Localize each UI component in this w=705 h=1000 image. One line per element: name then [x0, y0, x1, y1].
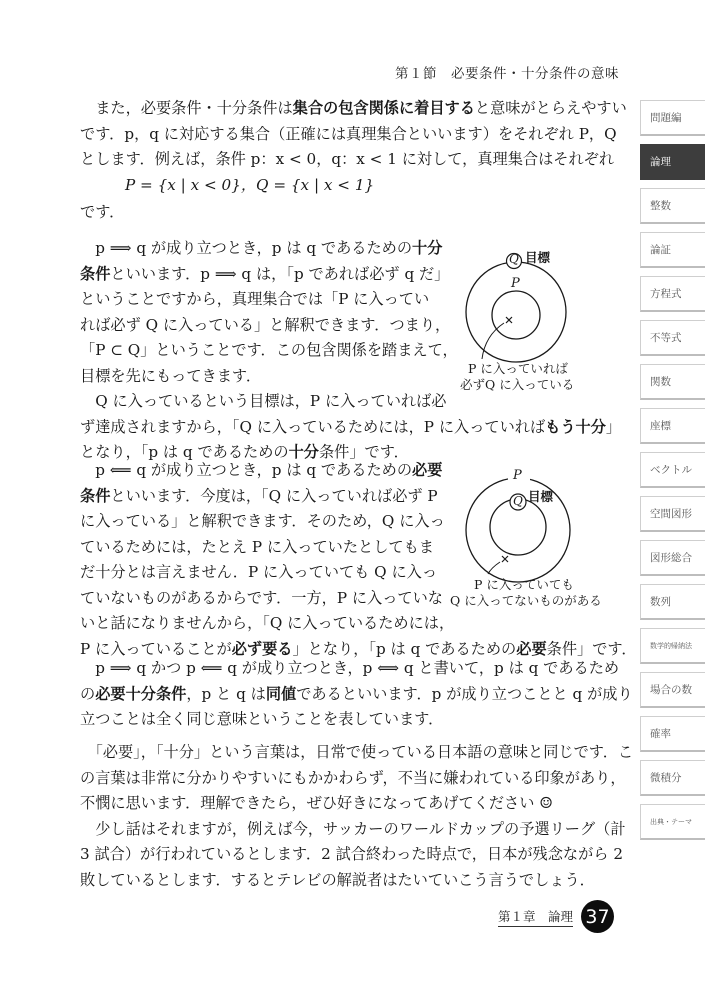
text: また，必要条件・十分条件は: [80, 99, 293, 117]
text: といいます．p ⟹ q は，「p であれば必ず q だ」: [110, 264, 450, 283]
text-line: 「P ⊂ Q」ということです．この包含関係を踏まえて，: [80, 341, 458, 359]
tab-coordinates[interactable]: 座標: [640, 408, 705, 444]
text: となり，「p は q であるための: [80, 443, 289, 461]
text-line: 3 試合）が行われているとします．2 試合終わった時点で，日本が残念ながら 2: [80, 845, 623, 863]
emphasis-text: 条件: [80, 264, 111, 283]
tab-general-geometry[interactable]: 図形総合: [640, 540, 705, 576]
emphasis-text: 条件: [80, 486, 111, 505]
tab-equations[interactable]: 方程式: [640, 276, 705, 312]
goal-label: 目標: [528, 489, 554, 504]
tab-solid-geometry[interactable]: 空間図形: [640, 496, 705, 532]
formula: P = {x | x < 0}，Q = {x | x < 1}: [125, 175, 375, 194]
text: P に入っていることが: [80, 639, 232, 658]
text-line: 敗しているとします．するとテレビの解説者はたいていこう言うでしょう．: [80, 870, 595, 889]
text: p ⟹ q が成り立つとき，p は q であるための: [80, 239, 413, 257]
text-line: ということですから，真理集合では「P に入ってい: [80, 290, 430, 308]
text-line: だ十分とは言えません．P に入っていても Q に入っ: [80, 563, 438, 581]
text-line: とします．例えば，条件 p：x < 0，q：x < 1 に対して，真理集合はそれぞれ: [80, 150, 615, 168]
diagram-caption: P に入っていれば: [468, 361, 568, 376]
text-line: ているためには，たとえ P に入っていたとしてもま: [80, 537, 434, 556]
emphasis-text: 必ず要る: [231, 639, 293, 658]
text-line: の言葉は非常に分かりやすいにもかかわらず，不当に嫌われている印象があり，: [80, 768, 626, 787]
text-line: [80, 682, 633, 708]
tab-calculus[interactable]: 微積分: [640, 760, 705, 796]
tab-proof[interactable]: 論証: [640, 232, 705, 268]
text: 条件」です．: [318, 443, 409, 461]
set-q-label: Q: [509, 252, 519, 266]
emphasis-text: 必要十分条件: [95, 684, 187, 703]
tab-functions[interactable]: 関数: [640, 364, 705, 400]
chapter-label: 第１章 論理: [498, 907, 573, 927]
set-p-label: P: [511, 276, 520, 291]
venn-diagram-p-subset-q: [440, 235, 600, 400]
tab-problems[interactable]: 問題編: [640, 100, 705, 136]
diagram-caption: 必ずQ に入っている: [460, 377, 575, 392]
text-line: ていないものがあるからです．一方，P に入っていな: [80, 588, 443, 607]
emphasis-text: 十分: [288, 443, 319, 461]
text-line: に入っている」と解釈できます．そのため，Q に入っ: [80, 512, 445, 530]
text: 」: [605, 417, 622, 436]
page-footer: [498, 900, 614, 933]
text-line: いと話になりませんから，「Q に入っているためには，: [80, 614, 455, 632]
tab-sequences[interactable]: 数列: [640, 584, 705, 620]
text-line: 目標を先にもってきます．: [80, 366, 262, 385]
text: p ⟸ q が成り立つとき，p は q であるための: [80, 461, 413, 479]
text-line: れば必ず Q に入っている」と解釈できます．つまり，: [80, 315, 451, 334]
text: といいます．今度は，「Q に入っていれば必ず P: [110, 486, 438, 505]
text-line: 「必要」，「十分」という言葉は，日常で使っている日本語の意味と同じです．こ: [80, 743, 634, 761]
tab-combinatorics[interactable]: 場合の数: [640, 672, 705, 708]
venn-diagram-q-subset-p: [440, 460, 600, 610]
emphasis-text: もう十分: [545, 417, 606, 436]
tab-integers[interactable]: 整数: [640, 188, 705, 224]
emphasis-text: 必要: [516, 639, 547, 658]
text: であるといいます．p が成り立つことと q が成り: [296, 684, 633, 703]
paragraph-necessary-and-sufficient: [80, 656, 633, 733]
tab-probability[interactable]: 確率: [640, 716, 705, 752]
text-line: 少し話はそれますが，例えば今，サッカーのワールドカップの予選リーグ（計: [80, 819, 626, 838]
text: の: [80, 684, 96, 703]
emphasis-text: 十分: [412, 239, 443, 257]
text: と意味がとらえやすい: [474, 99, 627, 117]
paragraph-set-inclusion: [80, 96, 625, 225]
text: 条件」です．: [546, 639, 637, 658]
emphasis-text: 必要: [412, 461, 443, 479]
emphasis-text: 集合の包含関係に着目する: [292, 99, 475, 117]
running-head: 第１節 必要条件・十分条件の意味: [395, 66, 619, 82]
tab-induction[interactable]: 数学的帰納法: [640, 628, 705, 664]
tab-logic[interactable]: 論理: [640, 144, 705, 180]
emphasis-text: 同値: [265, 684, 297, 703]
diagram-caption: P に入っていても: [474, 577, 574, 592]
set-p-label: P: [513, 468, 522, 483]
text-line: です．p，q に対応する集合（正確には真理集合といいます）をそれぞれ P，Q: [80, 124, 617, 143]
text-line: Q に入っているという目標は，P に入っていれば必: [80, 392, 447, 410]
text-line: です．: [80, 202, 125, 221]
text: ず達成されますから，「Q に入っているためには，P に入っていれば: [80, 417, 546, 436]
text-line: [80, 96, 625, 122]
text-line: 立つことは全く同じ意味ということを表しています．: [80, 710, 444, 728]
tab-sources-themes[interactable]: 出典・テーマ: [640, 804, 705, 840]
set-q-label: Q: [513, 494, 523, 508]
tab-inequalities[interactable]: 不等式: [640, 320, 705, 356]
diagram-caption: Q に入ってないものがある: [450, 593, 602, 608]
page-number-badge: 37: [581, 900, 614, 933]
tab-vectors[interactable]: ベクトル: [640, 452, 705, 488]
text-line: p ⟹ q かつ p ⟸ q が成り立つとき，p ⟺ q と書いて，p は q であるため: [80, 659, 620, 677]
text: ，p と q は: [186, 684, 266, 703]
text-line: 不憫に思います．理解できたら，ぜひ好きになってあげてください ☺: [80, 794, 553, 812]
text-line: [80, 415, 625, 441]
goal-label: 目標: [525, 250, 551, 265]
paragraph-commentary: [80, 740, 634, 893]
text: 」となり，「p は q であるための: [292, 639, 517, 658]
